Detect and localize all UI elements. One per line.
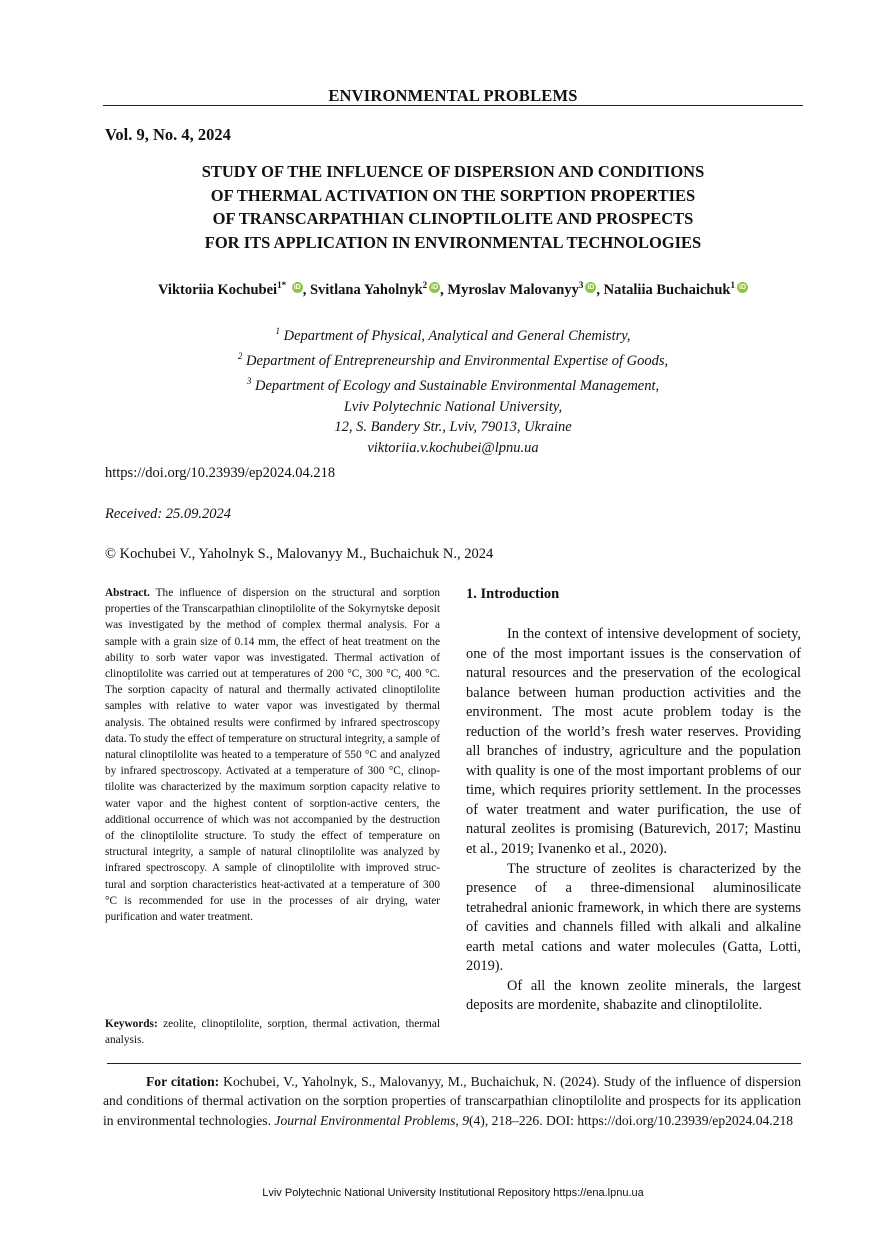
author-affiliation-mark: 3: [578, 280, 584, 290]
repository-footer[interactable]: Lviv Polytechnic National University Institutional Repository https://ena.lpnu.ua: [262, 1187, 644, 1199]
author-affiliation-mark: 1: [730, 280, 735, 290]
affiliation-line: [103, 371, 803, 396]
affiliations: [103, 321, 803, 458]
keywords: [105, 1016, 440, 1048]
affiliation-text: Department of Entrepreneurship and Environmental Expertise of Goods,: [246, 353, 669, 370]
abstract: [105, 585, 440, 925]
affiliation-mark: 1: [275, 326, 280, 336]
title-line: OF THERMAL ACTIVATION ON THE SORPTION PROPERTIES: [210, 185, 696, 205]
affiliation-mark: 2: [237, 351, 243, 362]
author-name: Svitlana Yaholnyk: [309, 281, 423, 298]
author-name: Myroslav Malovanyy: [447, 281, 579, 298]
affiliation-line: Lviv Polytechnic National University,: [343, 398, 563, 415]
copyright-notice: © Kochubei V., Yaholnyk S., Malovanyy M., Buchaichuk N., 2024: [105, 546, 494, 562]
title-line: OF TRANSCARPATHIAN CLINOPTILOLITE AND PROSPECTS: [212, 209, 694, 228]
header-rule: [103, 105, 803, 106]
journal-name: ENVIRONMENTAL PROBLEMS: [328, 86, 578, 105]
citation-journal: Journal Environmental Problems: [274, 1112, 456, 1128]
citation-volume: 9: [462, 1112, 469, 1128]
citation-rule: [107, 1063, 801, 1064]
section-heading: 1. Introduction: [466, 586, 560, 602]
affiliation-line: 12, S. Bandery Str., Lviv, 79013, Ukraine: [334, 419, 572, 436]
paragraph: In the context of intensive development of society, one of the most important issues is the conservation of natural resources and the preservation of the ecological balance between human production activities and the environment. The most acute problem today is the reduction of the world’s fresh water reserves. Providing all branches of industry, agriculture and the population with quality is one of the most important problems of our time, which requires priority settlement. In the processes of water treatment and water purification, the use of natural zeolites is promising (Baturevich, 2017; Mastinu et al., 2019; Ivanenko et al., 2020).: [466, 626, 801, 858]
citation-text: Kochubei, V., Yaholnyk, S., Malovanyy, M., Buchaichuk, N. (2024). Study of the influence of dispersion and conditions of thermal activation on the sorption properties of transcarpathian clinoptilolite and prospects for its application in environmental technologies.: [103, 1074, 802, 1128]
received-date: Received: 25.09.2024: [105, 506, 232, 522]
doi-link[interactable]: https://doi.org/10.23939/ep2024.04.218: [105, 465, 336, 481]
author-affiliation-mark: 2: [422, 280, 428, 290]
citation-label: For citation:: [146, 1074, 220, 1089]
title-line: FOR ITS APPLICATION IN ENVIRONMENTAL TECHNOLOGIES: [204, 232, 702, 252]
abstract-label: Abstract.: [105, 587, 150, 599]
keywords-label: Keywords:: [105, 1018, 158, 1030]
affiliation-line: [103, 321, 803, 346]
paragraph: Of all the known zeolite minerals, the largest deposits are mordenite, shabazite and clinoptilolite.: [466, 977, 801, 1014]
affiliation-line: [103, 346, 803, 371]
citation-block: For citation: Kochubei, V., Yaholnyk, S., Malovanyy, M., Buchaichuk, N. (2024). Study of the influence of dispersion and conditions of thermal activation on the sorption properties of transcarpathian clinoptilolite and prospects for its application in environmental technologies. Journal Environmental Problems, 9(4), 218–226. DOI: https://doi.org/10.23939/ep2024.04.218: [103, 1074, 802, 1128]
paper-title: [103, 160, 803, 254]
introduction-body: [466, 625, 801, 1016]
author-name: Viktoriia Kochubei: [157, 281, 278, 298]
orcid-icon[interactable]: iD: [293, 283, 301, 291]
orcid-icon[interactable]: iD: [587, 283, 595, 291]
affiliation-email[interactable]: viktoriia.v.kochubei@lpnu.ua: [367, 439, 539, 456]
title-line: STUDY OF THE INFLUENCE OF DISPERSION AND CONDITIONS: [201, 162, 705, 181]
affiliation-text: Department of Ecology and Sustainable Environmental Management,: [254, 378, 660, 395]
orcid-icon[interactable]: iD: [431, 283, 439, 291]
author-list: Viktoriia Kochubei$^{1*}$ iD , Svitlana Yaholnyk$^2$ iD , Myroslav Malovanyy$^3$ iD , Nataliia Buchaichuk$^1$ iD: [157, 280, 746, 298]
affiliation-mark: 3: [246, 376, 252, 387]
author-affiliation-mark: 1*: [277, 280, 287, 290]
citation-pages-doi[interactable]: (4), 218–226. DOI: https://doi.org/10.23939/ep2024.04.218: [468, 1112, 794, 1128]
abstract-text: The influence of dispersion on the structural and sorption properties of the Transcarpathian clinoptilolite of the Sokyrnytske deposit was investigated by the method of complex thermal analysis. For a sample with a grain size of 0.14 mm, the effect of heat treatment on the ability to sorb water vapor was investigated. Thermal activation of clinoptilolite was carried out at temperatures of 200 °C, 300 °C, 400 °C. The sorption capacity of natural and thermally activated clinoptilolite samples with relative to water vapor was investigated by thermal analysis. The obtained results were confirmed by infrared spectroscopy data. To study the effect of temperature on structural integrity, a sample of natural clinoptilolite was heated to a temperature of 550 °C and analyzed by infrared spectroscopy. Activated at a temperature of 300 °C, clinop-tilolite was characterized by the maximum sorption capacity relative to water vapor and the highest content of sorption-active centers, the additional occurrence of which was not accompanied by the destruction of the clinoptilolite structure. To study the effect of temperature on structural integrity, a sample of natural clinoptilolite was analyzed by infrared spectroscopy. A sample of clinoptilolite with improved struc-tural and sorption characteristics heat-activated at a temperature of 300 °C is recommended for use in the processes of air drying, water purification and water treatment.: [105, 587, 440, 924]
author-name: Nataliia Buchaichuk: [603, 281, 731, 298]
affiliation-text: Department of Physical, Analytical and General Chemistry,: [283, 327, 631, 344]
volume-issue: Vol. 9, No. 4, 2024: [105, 125, 231, 144]
paragraph: The structure of zeolites is characterized by the presence of a three-dimensional aluminosilicate tetrahedral anionic framework, in which there are systems of cavities and channels filled with alkali and alkaline earth metal cations and water molecules (Gatta, Lotti, 2019).: [466, 860, 801, 975]
keywords-text: zeolite, clinoptilolite, sorption, thermal activation, thermal analysis.: [105, 1018, 440, 1047]
orcid-icon[interactable]: iD: [739, 283, 746, 291]
